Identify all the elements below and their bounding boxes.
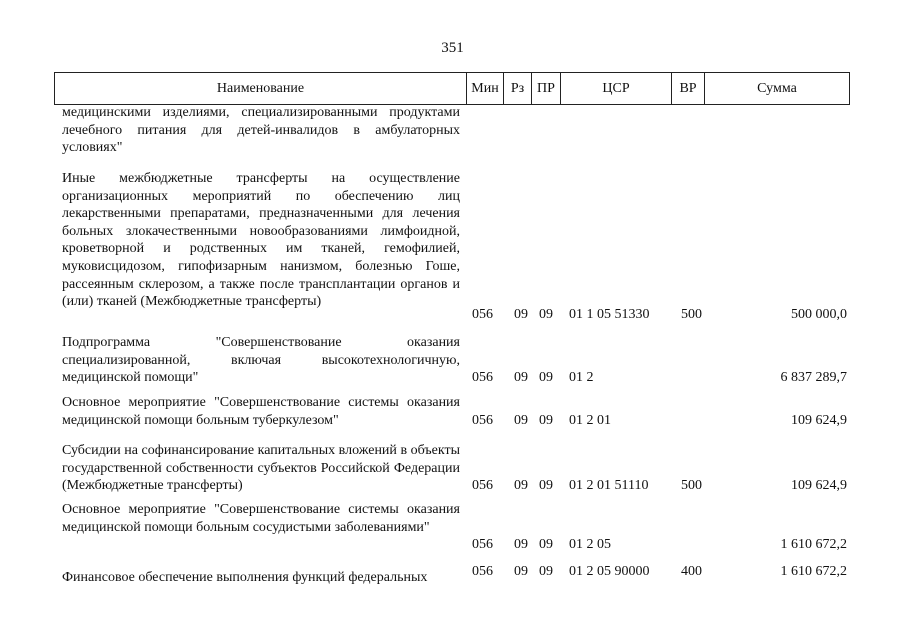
row-csr: 01 2 bbox=[569, 370, 594, 385]
table-row bbox=[0, 438, 905, 501]
row-name: медицинскими изделиями, специализированными продуктами лечебного питания для детей-инвалидов в амбулаторных условиях" bbox=[62, 105, 460, 156]
row-name: Подпрограмма "Совершенствование оказания специализированной, включая высокотехнологичную, медицинской помощи" bbox=[62, 335, 460, 386]
row-rz: 09 bbox=[514, 564, 528, 579]
column-header-min: Мин bbox=[467, 73, 504, 105]
row-min: 056 bbox=[472, 564, 493, 579]
row-name: Основное мероприятие "Совершенствование системы оказания медицинской помощи больным сосудистыми заболеваниями" bbox=[62, 502, 460, 535]
column-header-sum: Сумма bbox=[705, 73, 850, 105]
row-pr: 09 bbox=[539, 413, 553, 428]
row-sum: 1 610 672,2 bbox=[780, 537, 847, 552]
row-sum: 500 000,0 bbox=[791, 307, 847, 322]
row-csr: 01 1 05 51330 bbox=[569, 307, 650, 322]
row-rz: 09 bbox=[514, 370, 528, 385]
row-rz: 09 bbox=[514, 413, 528, 428]
page-number: 351 bbox=[441, 40, 464, 56]
row-sum: 109 624,9 bbox=[791, 478, 847, 493]
row-name: Основное мероприятие "Совершенствование системы оказания медицинской помощи больным туберкулезом" bbox=[62, 395, 460, 428]
row-pr: 09 bbox=[539, 537, 553, 552]
row-vr: 500 bbox=[681, 478, 702, 493]
table-row bbox=[0, 334, 905, 392]
column-header-pr: ПР bbox=[532, 73, 561, 105]
column-header-rz: Рз bbox=[504, 73, 532, 105]
row-min: 056 bbox=[472, 537, 493, 552]
row-pr: 09 bbox=[539, 370, 553, 385]
row-min: 056 bbox=[472, 370, 493, 385]
row-csr: 01 2 05 bbox=[569, 537, 611, 552]
table-row bbox=[0, 501, 905, 563]
row-pr: 09 bbox=[539, 564, 553, 579]
table-header bbox=[54, 72, 850, 105]
table-body bbox=[0, 104, 905, 603]
row-pr: 09 bbox=[539, 307, 553, 322]
row-name: Иные межбюджетные трансферты на осуществление организационных мероприятий по обеспечению лиц лекарственными препаратами, предназначенными для лечения больных злокачественными новообразованиями лимфоидной, кроветворной и родственных им тканей, гемофилией, муковисцидозом, гипофизарным нанизмом, болезнью Гоше, рассеянным склерозом, а также после трансплантации органов и (или) тканей (Межбюджетные трансферты) bbox=[62, 171, 460, 310]
row-sum: 109 624,9 bbox=[791, 413, 847, 428]
row-sum: 6 837 289,7 bbox=[780, 370, 847, 385]
row-min: 056 bbox=[472, 413, 493, 428]
row-min: 056 bbox=[472, 307, 493, 322]
row-name: Субсидии на софинансирование капитальных вложений в объекты государственной собственности субъектов Российской Федерации (Межбюджетные трансферты) bbox=[62, 443, 460, 494]
row-vr: 400 bbox=[681, 564, 702, 579]
column-header-vr: ВР bbox=[672, 73, 705, 105]
column-header-name: Наименование bbox=[55, 73, 467, 105]
row-min: 056 bbox=[472, 478, 493, 493]
table-row bbox=[0, 104, 905, 166]
table-row bbox=[0, 563, 905, 603]
row-pr: 09 bbox=[539, 478, 553, 493]
row-csr: 01 2 01 bbox=[569, 413, 611, 428]
row-rz: 09 bbox=[514, 307, 528, 322]
column-header-csr: ЦСР bbox=[561, 73, 672, 105]
row-rz: 09 bbox=[514, 478, 528, 493]
row-name: Финансовое обеспечение выполнения функций федеральных bbox=[62, 570, 428, 585]
row-vr: 500 bbox=[681, 307, 702, 322]
row-sum: 1 610 672,2 bbox=[780, 564, 847, 579]
row-csr: 01 2 05 90000 bbox=[569, 564, 650, 579]
table-row bbox=[0, 166, 905, 334]
table-row bbox=[0, 392, 905, 438]
row-csr: 01 2 01 51110 bbox=[569, 478, 649, 493]
row-rz: 09 bbox=[514, 537, 528, 552]
